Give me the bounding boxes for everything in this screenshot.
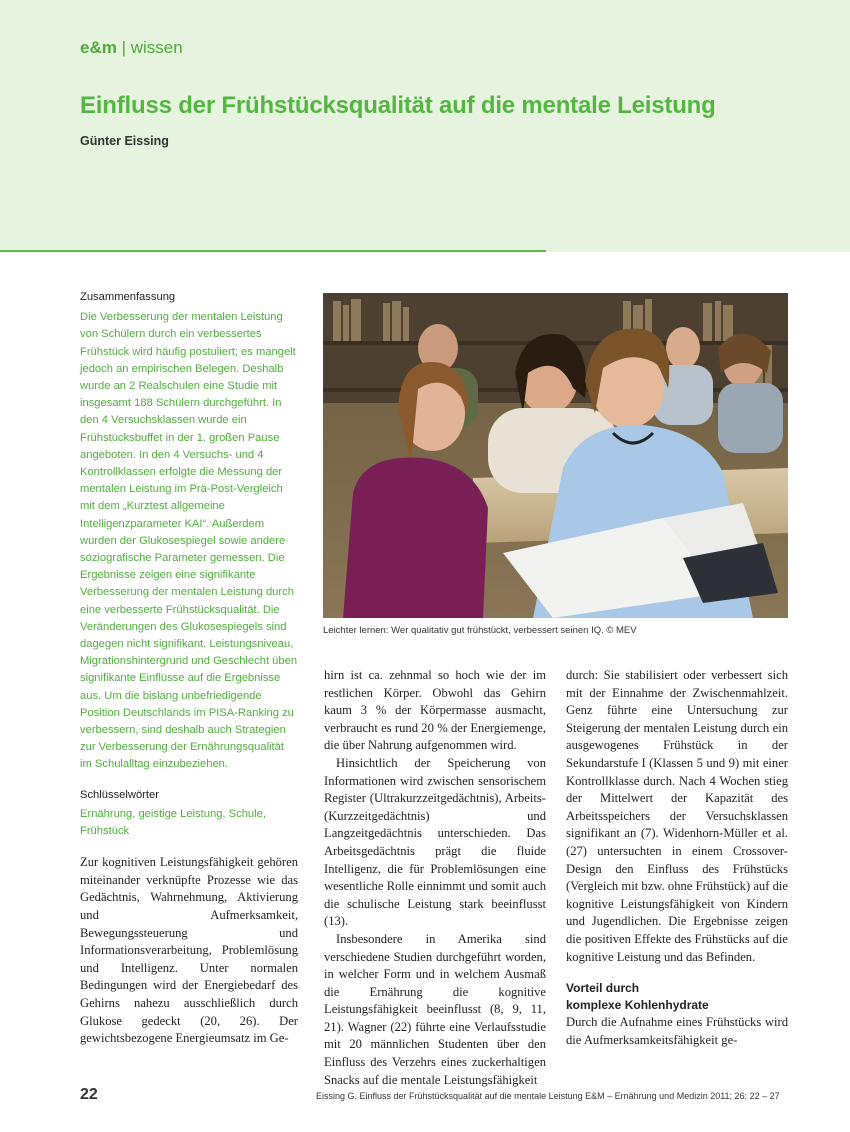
- left-column: [80, 289, 298, 1048]
- article-title: Einfluss der Frühstücksqualität auf die mentale Leistung: [80, 92, 716, 119]
- subheading-line-1: Vorteil durch: [566, 981, 640, 996]
- col2-paragraph-3: Insbesondere in Amerika sind verschiedene Studien durchgeführt worden, in welcher Form und in welchem Ausmaß die Ernährung die kognitive Leistungsfähigkeit beeinflusst (8, 9, 11, 21). Wagner (22) führte eine Verlaufsstudie mit 20 männlichen Studenten über den Einfluss des Verzehrs eines zuckerhaltigen Snacks auf die mentale Leistungsfähigkeit: [324, 931, 546, 1087]
- col3-paragraph-2: Durch die Aufnahme eines Frühstücks wird die Aufmerksamkeitsfähigkeit ge-: [566, 1015, 788, 1047]
- col3-paragraph-1: durch: Sie stabilisiert oder verbessert sich mit der Einnahme der Zwischenmahlzeit. Genz führte eine Untersuchung zur Steigerung der mentalen Leistung durch ein ausgewogenes Frühstück in der Sekundarstufe I (Klassen 5 und 9) mit einer Kontrollklasse durch. Nach 4 Wochen stieg der Mittelwert der Kapazität des Arbeitsspeichers der Versuchsklassen signifikant an (7). Widenhorn-Müller et al. (27) untersuchten in einem Crossover-Design den Einfluss des Frühstücks (Vergleich mit bzw. ohne Frühstück) auf die kognitive Leistungsfähigkeit von Kindern und Jugendlichen. Die Ergebnisse zeigen die positiven Effekte des Frühstücks auf die kognitive Leistung und das Befinden.: [566, 668, 788, 964]
- journal-brand: e&m: [80, 38, 117, 57]
- keywords-text: Ernährung, geistige Leistung, Schule, Frühstück: [80, 807, 266, 838]
- header-rule: [0, 250, 546, 252]
- abstract-heading: Zusammenfassung: [80, 291, 176, 303]
- article-photo: [323, 293, 788, 618]
- intro-paragraph: Zur kognitiven Leistungsfähigkeit gehören miteinander verknüpfte Prozesse wie das Gedächtnis, Wahrnehmung, Aktivierung und Aufmerksamkeit, Bewegungssteuerung und Informationsverarbeitung, Problemlösung und Intelligenz. Unter normalen Bedingungen wird der Energiebedarf des Gehirns nahezu ausschließlich durch Glukose gedeckt (20, 26). Der gewichtsbezogene Energieumsatz im Ge-: [80, 855, 298, 1046]
- article-author: Günter Eissing: [80, 134, 169, 148]
- col2-paragraph-1: hirn ist ca. zehnmal so hoch wie der im restlichen Körper. Obwohl das Gehirn kaum 3 % der Körpermasse ausmacht, verbraucht es rund 20 % der Energiemenge, die über Nahrung aufgenommen wird.: [324, 668, 546, 753]
- col2-paragraph-2: Hinsichtlich der Speicherung von Informationen wird zwischen sensorischem Register (Ultrakurzzeitgedächtnis), Arbeits- (Kurzzeitgedächtnis) und Langzeitgedächtnis unterschieden. Das Arbeitsgedächtnis prägt die fluide Intelligenz, die für Problemlösungen eine wesentliche Rolle einnimmt und somit auch die schulische Leistung stark beeinflusst (13).: [324, 755, 546, 929]
- journal-label: [80, 38, 183, 58]
- body-column-3: [566, 667, 788, 1049]
- section-subheading: [566, 980, 788, 1014]
- abstract-text: Die Verbesserung der mentalen Leistung von Schülern durch ein verbessertes Frühstück wird häufig postuliert; es mangelt jedoch an empirischen Belegen. Deshalb wurde an 2 Realschulen eine Studie mit insgesamt 188 Schülern durchgeführt. In den 4 Versuchsklassen wurde ein Frühstücksbuffet in der 1. großen Pause angeboten. In den 4 Versuchs- und 4 Kontrollklassen erfolgte die Messung der mentalen Leistung im Prä-Post-Vergleich mit dem „Kurztest allgemeine Intelligenzparameter KAI“. Außerdem wurden der Glukosespiegel sowie andere soziografische Parameter gemessen. Die Ergebnisse zeigen eine signifikante Verbesserung der mentalen Leistung durch eine verbesserte Frühstücksqualität. Die Veränderungen des Glukosespiegels sind dagegen nicht signifikant. Leistungsniveau, Migrationshintergrund und Geschlecht üben signifikante Einflüsse auf die Ergebnisse aus. Um die bislang unbefriedigende Position Deutschlands im PISA-Ranking zu verbessern, sind deshalb auch Strategien zur Verbesserung der Ernährungsqualität im Schulalltag einzubeziehen.: [80, 311, 298, 771]
- photo-caption: Leichter lernen: Wer qualitativ gut frühstückt, verbessert seinen IQ. © MEV: [323, 625, 637, 636]
- journal-section: wissen: [130, 38, 183, 57]
- students-photo-illustration: [323, 293, 788, 618]
- footer-citation: Eissing G. Einfluss der Frühstücksqualität auf die mentale Leistung E&M – Ernährung und Medizin 2011; 26: 22 – 27: [316, 1091, 780, 1101]
- journal-separator: |: [121, 38, 127, 57]
- subheading-line-2: komplexe Kohlenhydrate: [566, 998, 709, 1013]
- page-number: 22: [80, 1086, 98, 1103]
- keywords-heading: Schlüsselwörter: [80, 788, 159, 801]
- body-column-2: [324, 667, 546, 1089]
